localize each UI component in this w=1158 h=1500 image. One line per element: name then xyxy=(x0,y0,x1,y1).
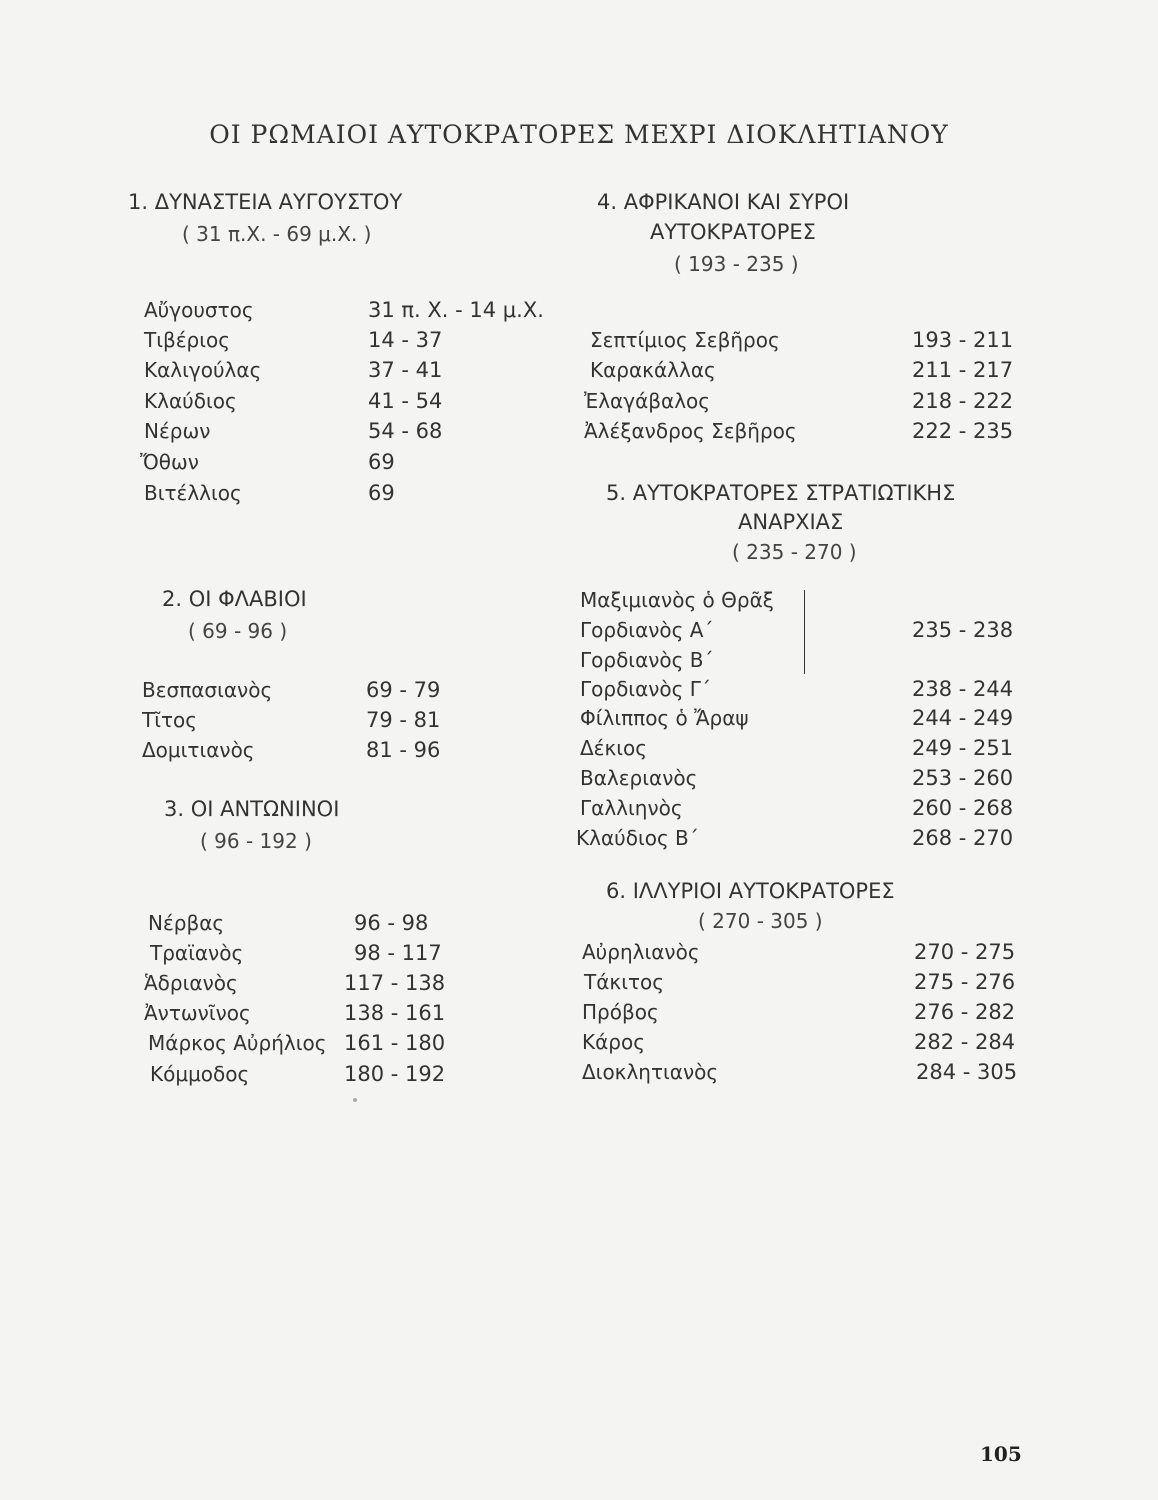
section-4-range: ( 193 - 235 ) xyxy=(674,252,799,276)
reign-years: 268 - 270 xyxy=(912,826,1014,850)
page-title: ΟΙ ΡΩΜΑΙΟΙ ΑΥΤΟΚΡΑΤΟΡΕΣ ΜΕΧΡΙ ΔΙΟΚΛΗΤΙΑΝΟΥ xyxy=(209,120,949,149)
emperor-name: Διοκλητιανὸς xyxy=(582,1060,719,1084)
emperor-name: Κόμμοδος xyxy=(150,1062,250,1086)
emperor-name: Ἐλαγάβαλος xyxy=(584,389,711,413)
reign-years: 218 - 222 xyxy=(912,389,1014,413)
emperor-name: Ἀντωνῖνος xyxy=(144,1001,251,1025)
emperor-name: Καρακάλλας xyxy=(590,358,716,382)
emperor-name: Τραϊανὸς xyxy=(150,941,244,965)
emperor-name: Πρόβος xyxy=(582,1000,659,1024)
emperor-name: Γορδιανὸς Γ΄ xyxy=(580,677,711,701)
emperor-name: Δέκιος xyxy=(580,736,648,760)
reign-years: 37 - 41 xyxy=(368,358,443,382)
emperor-name: Γορδιανὸς Α΄ xyxy=(580,618,714,642)
emperor-name: Δομιτιανὸς xyxy=(142,738,255,762)
reign-years: 270 - 275 xyxy=(914,940,1016,964)
emperor-name: Κάρος xyxy=(582,1030,645,1054)
reign-years: 193 - 211 xyxy=(912,328,1014,352)
reign-years: 138 - 161 xyxy=(344,1001,446,1025)
reign-years: 253 - 260 xyxy=(912,766,1014,790)
reign-years: 117 - 138 xyxy=(344,971,446,995)
reign-years: 275 - 276 xyxy=(914,970,1016,994)
section-6-heading: 6. ΙΛΛΥΡΙΟΙ ΑΥΤΟΚΡΑΤΟΡΕΣ xyxy=(606,879,895,903)
emperor-name: Βαλεριανὸς xyxy=(580,766,698,790)
emperor-name: Σεπτίμιος Σεβῆρος xyxy=(590,328,780,352)
reign-years: 79 - 81 xyxy=(366,708,441,732)
emperor-name: Γαλλιηνὸς xyxy=(580,796,683,820)
section-3-heading: 3. ΟΙ ΑΝΤΩΝΙΝΟΙ xyxy=(164,797,340,821)
section-4-heading-line2: ΑΥΤΟΚΡΑΤΟΡΕΣ xyxy=(650,220,816,244)
section-6-range: ( 270 - 305 ) xyxy=(698,909,823,933)
reign-years: 238 - 244 xyxy=(912,677,1014,701)
emperor-name: Νέρων xyxy=(144,419,211,443)
reign-years: 69 - 79 xyxy=(366,678,441,702)
emperor-name: Καλιγούλας xyxy=(144,358,262,382)
emperor-name: Βιτέλλιος xyxy=(144,481,242,505)
reign-years: 249 - 251 xyxy=(912,736,1014,760)
grouping-bracket xyxy=(790,590,805,674)
section-3-range: ( 96 - 192 ) xyxy=(200,829,312,853)
emperor-name: Ἀλέξανδρος Σεβῆρος xyxy=(584,419,797,443)
section-5-heading: 5. ΑΥΤΟΚΡΑΤΟΡΕΣ ΣΤΡΑΤΙΩΤΙΚΗΣ xyxy=(606,481,956,505)
section-5-range: ( 235 - 270 ) xyxy=(732,540,857,564)
section-1-heading: 1. ΔΥΝΑΣΤΕΙΑ ΑΥΓΟΥΣΤΟΥ xyxy=(128,190,403,214)
reign-years: 54 - 68 xyxy=(368,419,443,443)
emperor-name: Τῖτος xyxy=(142,708,197,732)
emperor-name: Κλαύδιος xyxy=(144,389,237,413)
section-1-range: ( 31 π.Χ. - 69 μ.Χ. ) xyxy=(182,222,372,246)
reign-years: 81 - 96 xyxy=(366,738,441,762)
section-4-heading: 4. ΑΦΡΙΚΑΝΟΙ ΚΑΙ ΣΥΡΟΙ xyxy=(597,190,850,214)
reign-years: 276 - 282 xyxy=(914,1000,1016,1024)
emperor-name: Κλαύδιος Β΄ xyxy=(576,826,699,850)
reign-years: 222 - 235 xyxy=(912,419,1014,443)
emperor-name: Ὄθων xyxy=(140,450,199,474)
emperor-name: Ἁδριανὸς xyxy=(144,971,238,995)
emperor-name: Νέρβας xyxy=(148,911,225,935)
section-5-heading-line2: ΑΝΑΡΧΙΑΣ xyxy=(738,510,844,534)
reign-years: 180 - 192 xyxy=(344,1062,446,1086)
emperor-name: Φίλιππος ὁ Ἄραψ xyxy=(580,706,749,730)
emperor-name: Γορδιανὸς Β΄ xyxy=(580,648,714,672)
emperor-name: Τάκιτος xyxy=(584,970,664,994)
emperor-name: Μαξιμιανὸς ὁ Θρᾶξ xyxy=(580,588,774,612)
emperor-name: Αὐρηλιανὸς xyxy=(582,940,700,964)
reign-years: 31 π. Χ. - 14 μ.Χ. xyxy=(368,298,544,322)
reign-years: 260 - 268 xyxy=(912,796,1014,820)
reign-years: 244 - 249 xyxy=(912,706,1014,730)
reign-years: 161 - 180 xyxy=(344,1031,446,1055)
reign-years: 96 - 98 xyxy=(354,911,429,935)
emperor-name: Μάρκος Αὐρήλιος xyxy=(148,1031,327,1055)
emperor-name: Αὔγουστος xyxy=(144,298,254,322)
emperor-name: Τιβέριος xyxy=(144,328,230,352)
emperor-name: Βεσπασιανὸς xyxy=(142,678,273,702)
speck xyxy=(353,1098,357,1102)
section-2-heading: 2. ΟΙ ΦΛΑΒΙΟΙ xyxy=(162,587,307,611)
section-2-range: ( 69 - 96 ) xyxy=(188,619,288,643)
reign-years: 235 - 238 xyxy=(912,618,1014,642)
reign-years: 211 - 217 xyxy=(912,358,1014,382)
page-number: 105 xyxy=(980,1442,1022,1466)
reign-years: 69 xyxy=(368,450,395,474)
reign-years: 284 - 305 xyxy=(916,1060,1018,1084)
reign-years: 69 xyxy=(368,481,395,505)
reign-years: 282 - 284 xyxy=(914,1030,1016,1054)
reign-years: 14 - 37 xyxy=(368,328,443,352)
reign-years: 98 - 117 xyxy=(354,941,442,965)
reign-years: 41 - 54 xyxy=(368,389,443,413)
